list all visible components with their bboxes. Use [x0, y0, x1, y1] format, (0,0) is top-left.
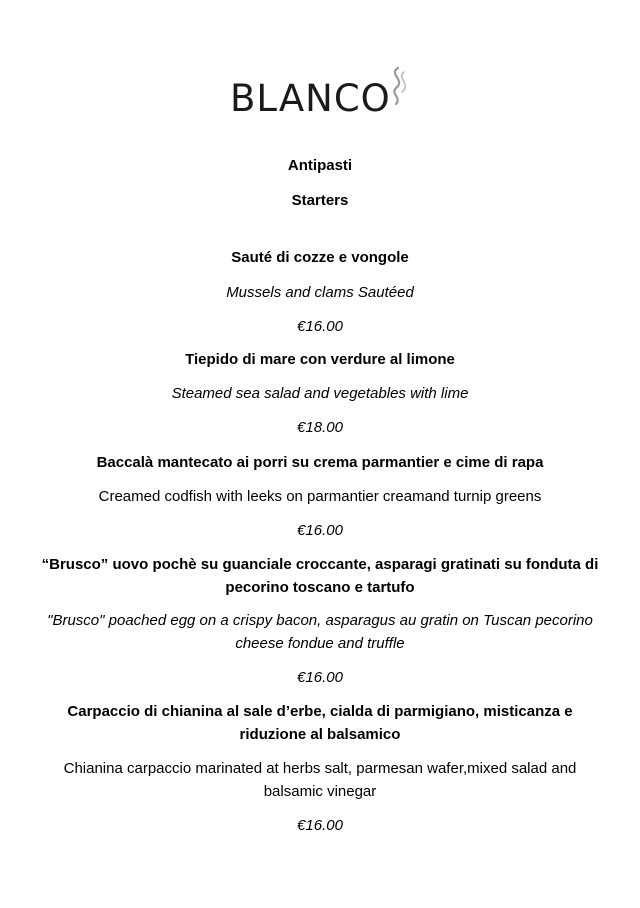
- menu-item-price: €18.00: [297, 419, 343, 436]
- menu-item-name-italian: Sauté di cozze e vongole: [231, 249, 409, 266]
- menu-item-name-english: Steamed sea salad and vegetables with lime: [171, 385, 469, 402]
- menu-item-name-english: "Brusco" poached egg on a crispy bacon, asparagus au gratin on Tuscan pecorino cheese fondue and truffle: [47, 612, 593, 652]
- menu-item-name-italian: Tiepido di mare con verdure al limone: [185, 351, 455, 368]
- menu-item-name-italian: “Brusco” uovo pochè su guanciale croccante, asparagi gratinati su fonduta di pecorino toscano e tartufo: [41, 556, 599, 596]
- logo-text: BLANCO: [230, 77, 391, 120]
- menu-item-name-italian: Carpaccio di chianina al sale d’erbe, cialda di parmigiano, misticanza e riduzione al balsamico: [67, 703, 573, 743]
- blanco-logo: [230, 66, 420, 124]
- menu-item-price: €16.00: [297, 817, 343, 834]
- menu-item-price: €16.00: [297, 522, 343, 539]
- menu-item-name-italian: Baccalà mantecato ai porri su crema parmantier e cime di rapa: [96, 454, 544, 471]
- menu-item-name-english: Creamed codfish with leeks on parmantier creamand turnip greens: [98, 488, 542, 505]
- steam-swirl-icon: [230, 66, 420, 124]
- section-title-italian: Antipasti: [287, 157, 353, 174]
- menu-item-name-english: Chianina carpaccio marinated at herbs salt, parmesan wafer,mixed salad and balsamic vinegar: [63, 760, 577, 800]
- menu-item-price: €16.00: [297, 669, 343, 686]
- menu-item-name-english: Mussels and clams Sautéed: [226, 284, 414, 301]
- section-title-english: Starters: [291, 192, 349, 209]
- menu-item-price: €16.00: [297, 318, 343, 335]
